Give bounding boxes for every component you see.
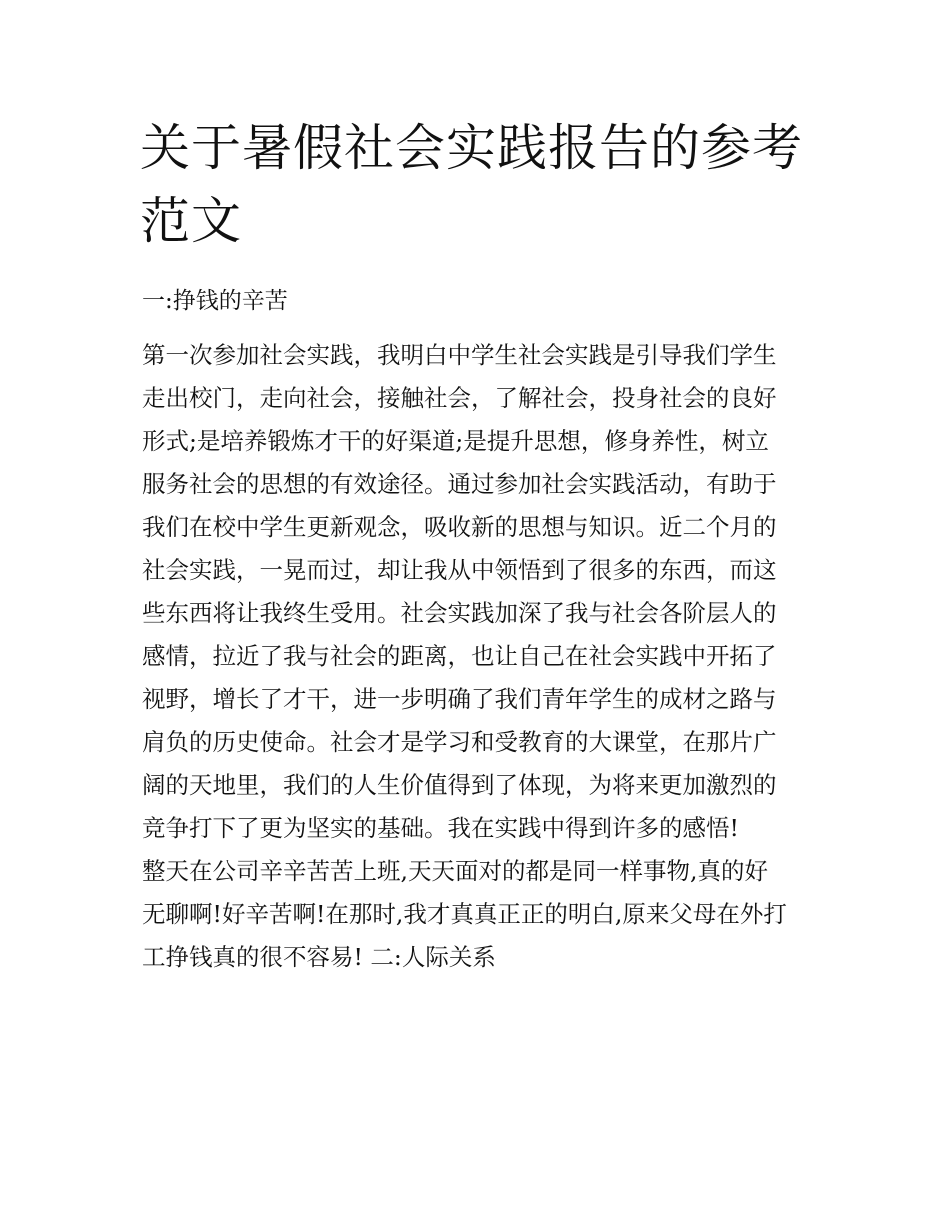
text-line: 走出校门，走向社会，接触社会，了解社会，投身社会的良好 (142, 384, 777, 412)
text-line: 感情，拉近了我与社会的距离，也让自己在社会实践中开拓了 (142, 642, 777, 670)
text-line: 无聊啊!好辛苦啊!在那时,我才真真正正的明白,原来父母在外打 (142, 900, 787, 928)
text-line: 肩负的历史使命。社会才是学习和受教育的大课堂，在那片广 (142, 728, 777, 756)
text-line: 形式;是培养锻炼才干的好渠道;是提升思想，修身养性，树立 (142, 427, 769, 455)
body-text (142, 334, 817, 979)
text-line: 阔的天地里，我们的人生价值得到了体现，为将来更加激烈的 (142, 771, 777, 799)
section-heading: 一:挣钱的辛苦 (142, 288, 288, 314)
document-title: 关于暑假社会实践报告的参考范文 (140, 119, 803, 250)
text-line: 些东西将让我终生受用。社会实践加深了我与社会各阶层人的 (142, 599, 777, 627)
text-line: 竞争打下了更为坚实的基础。我在实践中得到许多的感悟! (142, 814, 739, 842)
text-line: 社会实践，一晃而过，却让我从中领悟到了很多的东西，而这 (142, 556, 777, 584)
text-line: 第一次参加社会实践，我明白中学生社会实践是引导我们学生 (142, 341, 777, 369)
text-line: 我们在校中学生更新观念，吸收新的思想与知识。近二个月的 (142, 513, 777, 541)
text-line: 视野，增长了才干，进一步明确了我们青年学生的成材之路与 (142, 685, 777, 713)
text-line: 整天在公司辛辛苦苦上班,天天面对的都是同一样事物,真的好 (142, 857, 768, 885)
text-line: 服务社会的思想的有效途径。通过参加社会实践活动，有助于 (142, 470, 777, 498)
text-line: 工挣钱真的很不容易! 二:人际关系 (142, 943, 496, 971)
